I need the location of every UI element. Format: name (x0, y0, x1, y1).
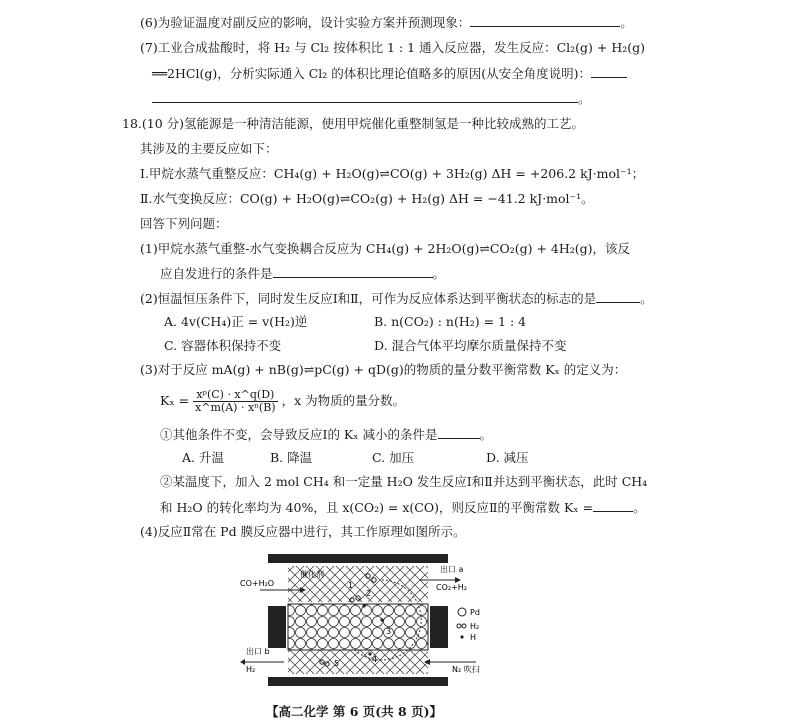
question-7-line2: ══2HCl(g)，分析实际通入 Cl₂ 的体积比理论值略多的原因(从安全角度说明)： (152, 65, 627, 82)
part-4: (4)反应Ⅱ常在 Pd 膜反应器中进行，其工作原理如图所示。 (140, 524, 466, 539)
option-2B: B. n(CO₂) : n(H₂) = 1 : 4 (374, 314, 527, 329)
step-1: 1 (348, 581, 354, 590)
legend-h-icon (460, 635, 463, 638)
step-2: 2 (366, 589, 372, 598)
pd-membrane-reactor-diagram (240, 550, 490, 690)
part-3-q2-line2: 和 H₂O 的转化率均为 40%，且 x(CO₂) = x(CO)，则反应Ⅱ的平衡常数 Kₓ = 。 (160, 500, 646, 515)
left-block (268, 606, 286, 648)
option-3B: B. 降温 (270, 450, 313, 465)
inlet-label: CO+H₂O (240, 579, 275, 588)
catalyst-label: 催化剂 (300, 570, 324, 579)
question-7-line1: (7)工业合成盐酸时，将 H₂ 与 Cl₂ 按体积比 1 : 1 通入反应器，发生反应：Cl₂(g) + H₂(g) (140, 40, 646, 55)
bottom-hatch (288, 650, 428, 674)
part-3-q1: ①其他条件不变，会导致反应Ⅰ的 Kₓ 减小的条件是 。 (160, 427, 493, 442)
part-3-line1: (3)对于反应 mA(g) + nB(g)⇌pC(g) + qD(g)的物质的量分数平衡常数 Kₓ 的定义为： (140, 362, 627, 377)
reaction-2: Ⅱ.水气变换反应：CO(g) + H₂O(g)⇌CO₂(g) + H₂(g) ΔH = −41.2 kJ·mol⁻¹。 (140, 191, 594, 206)
question-18-intro: 其涉及的主要反应如下： (140, 141, 278, 156)
answer-blank (593, 499, 633, 512)
h-atom (362, 604, 365, 607)
n2-label: N₂ 吹扫 (452, 665, 480, 674)
bottom-wall (268, 677, 448, 686)
right-block (430, 606, 448, 648)
h-atom (380, 618, 383, 621)
legend-h2-icon (457, 624, 461, 628)
outlet-a-gas: CO₂+H₂ (436, 583, 468, 592)
step-3: 3 (386, 627, 392, 636)
outlet-a-label: 出口 a (440, 565, 464, 574)
part-1-line1: (1)甲烷水蒸气重整-水气变换耦合反应为 CH₄(g) + 2H₂O(g)⇌CO₂(g) + 4H₂(g)，该反 (140, 241, 631, 256)
part-1-line2: 应自发进行的条件是 。 (160, 266, 446, 281)
legend-pd-icon (458, 608, 466, 616)
answer-blank (596, 290, 640, 303)
kx-definition: Kₓ = $\frac{\text{xᵖ(C) · x\textasciicircum{}q(D)}}{\text{x\textasciicircum{}m(A) · xⁿ(B)}}$ ，x 为物质的量分数。 (160, 388, 406, 414)
part-2: (2)恒温恒压条件下，同时发生反应Ⅰ和Ⅱ，可作为反应体系达到平衡状态的标志的是 。 (140, 291, 653, 306)
page-footer: 【高二化学 第 6 页(共 8 页)】 (266, 704, 442, 719)
answer-blank (591, 65, 627, 78)
answer-blank (470, 14, 620, 27)
step-4: 4 (372, 655, 378, 664)
reactor-svg (240, 550, 490, 690)
option-3D: D. 减压 (486, 450, 529, 465)
outlet-b-label: 出口 b (246, 647, 270, 656)
question-6: (6)为验证温度对副反应的影响，设计实验方案并预测现象： 。 (140, 15, 633, 30)
question-7-line3: 。 (152, 90, 591, 107)
answer-blank (152, 90, 578, 103)
legend-h2-label: H₂ (470, 622, 480, 631)
kx-fraction: $\frac{\text{xᵖ(C) · x\textasciicircum{}q(D)}}{\text{x\textasciicircum{}m(A) · xⁿ(B)}}$ (195, 388, 276, 414)
option-2C: C. 容器体积保持不变 (164, 338, 282, 353)
legend-h-label: H (470, 633, 477, 642)
question-18-title: 18.(10 分)氢能源是一种清洁能源，使用甲烷催化重整制氢是一种比较成熟的工艺。 (122, 116, 585, 131)
answer-blank (438, 426, 480, 439)
part-3-q2-line1: ②某温度下，加入 2 mol CH₄ 和一定量 H₂O 发生反应Ⅰ和Ⅱ并达到平衡状态，此时 CH₄ (160, 474, 648, 489)
option-3C: C. 加压 (372, 450, 415, 465)
option-2A: A. 4v(CH₄)正 = v(H₂)逆 (164, 314, 308, 329)
option-2D: D. 混合气体平均摩尔质量保持不变 (374, 338, 567, 353)
option-3A: A. 升温 (182, 450, 224, 465)
answer-blank (273, 265, 433, 278)
outlet-b-gas: H₂ (246, 665, 256, 674)
top-wall (268, 554, 448, 563)
answer-prompt: 回答下列问题： (140, 216, 228, 231)
legend-pd-label: Pd (470, 608, 480, 617)
reaction-1: Ⅰ.甲烷水蒸气重整反应：CH₄(g) + H₂O(g)⇌CO(g) + 3H₂(g) ΔH = +206.2 kJ·mol⁻¹； (140, 166, 645, 181)
step-5: 5 (334, 659, 340, 668)
pd-membrane (288, 604, 428, 650)
